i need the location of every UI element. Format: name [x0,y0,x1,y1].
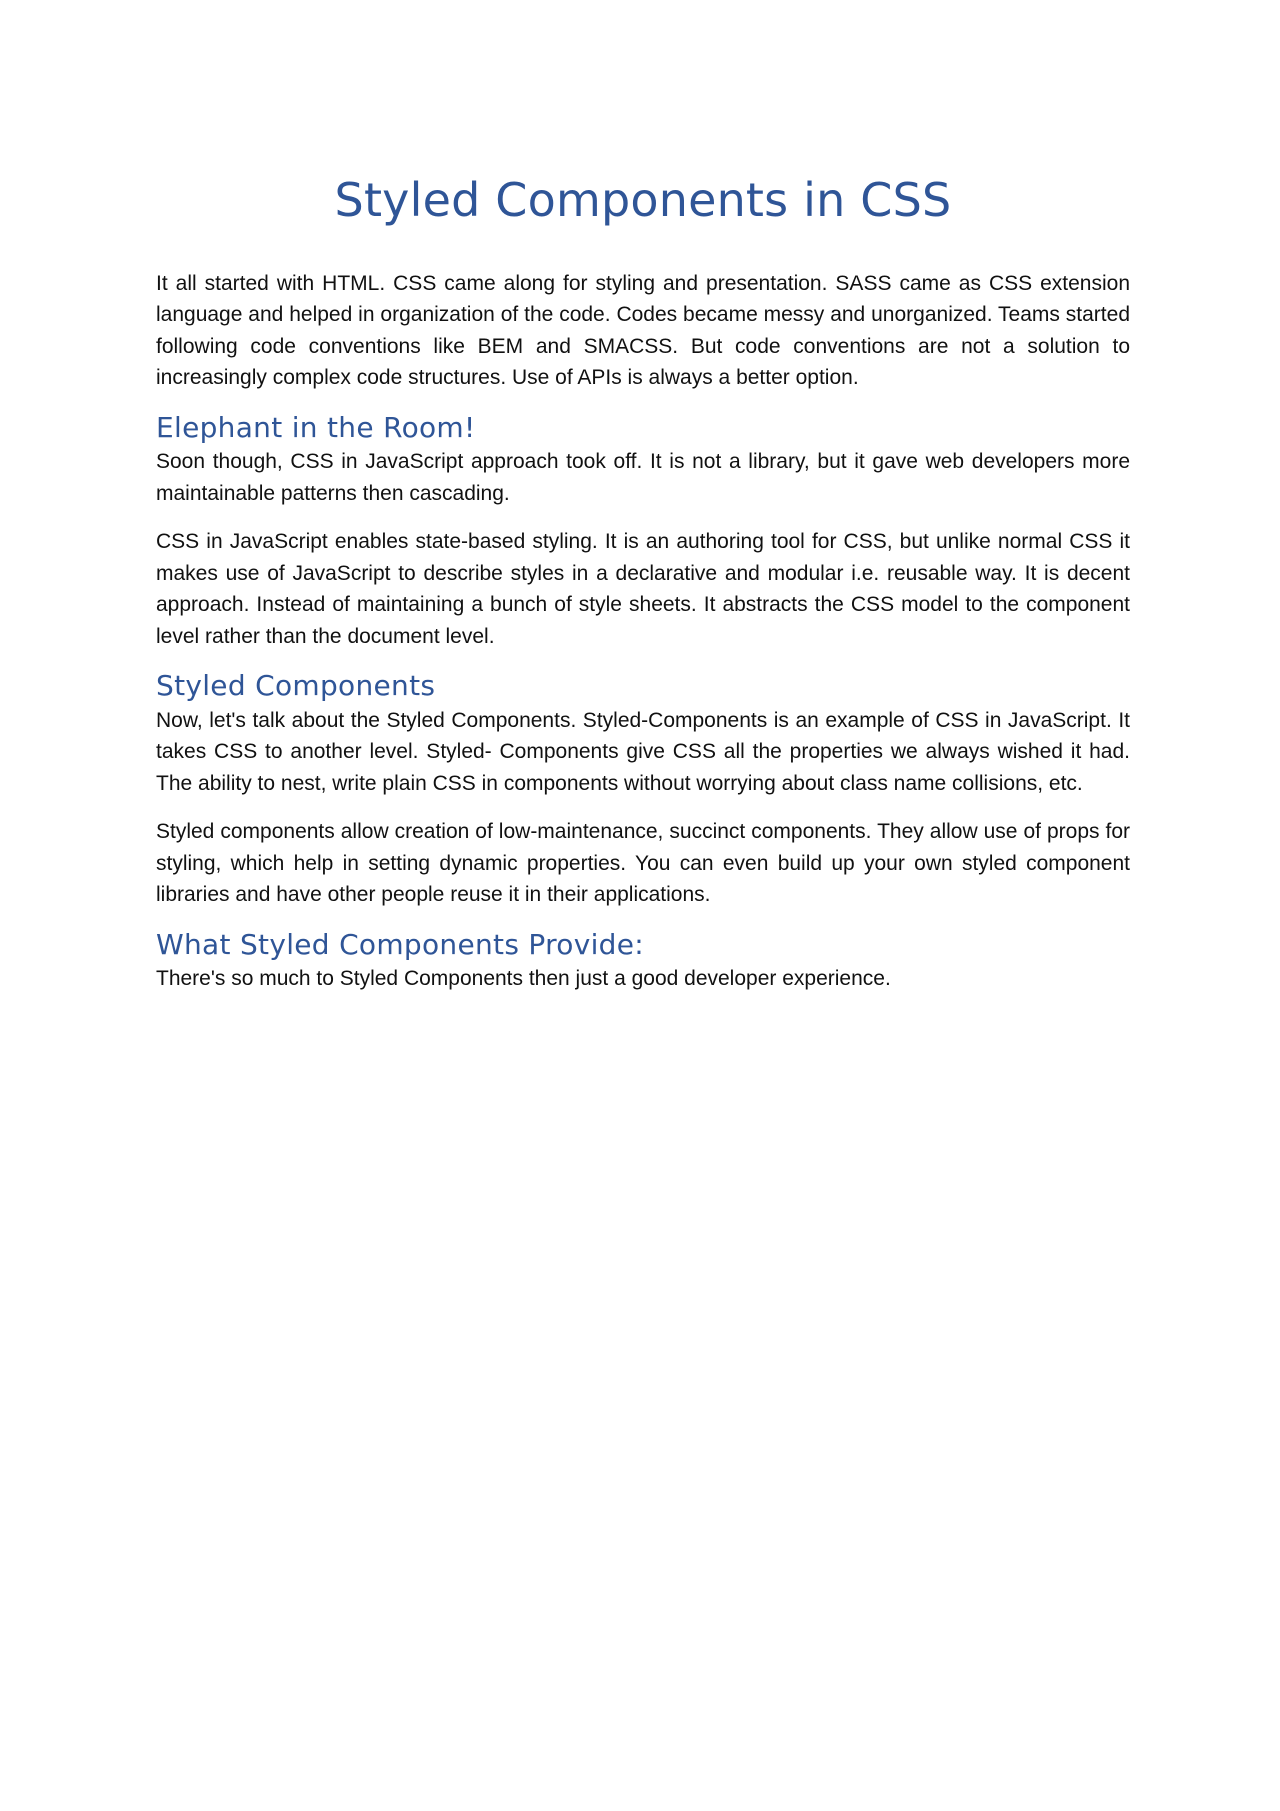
paragraph: Styled components allow creation of low-maintenance, succinct components. They allow use of props for styling, which help in setting dynamic properties. You can even build up your own styled component libraries and have other people reuse it in their applications. [156,820,1130,907]
paragraph: Now, let's talk about the Styled Components. Styled-Components is an example of CSS in JavaScript. It takes CSS to another level. Styled- Components give CSS all the properties we always wished it had. The ability to nest, write plain CSS in components without worrying about class name collisions, etc. [156,708,1130,795]
document-page [156,175,1130,1012]
paragraph: There's so much to Styled Components then just a good developer experience. [156,967,891,991]
paragraph: Soon though, CSS in JavaScript approach took off. It is not a library, but it gave web developers more maintainable patterns then cascading. [156,450,1130,505]
section-heading-elephant: Elephant in the Room! [156,410,476,444]
intro-paragraph: It all started with HTML. CSS came along for styling and presentation. SASS came as CSS extension language and helped in organization of the code. Codes became messy and unorganized. Teams started following code conventions like BEM and SMACSS. But code conventions are not a solution to increasingly complex code structures. Use of APIs is always a better option. [156,271,1130,390]
document-title: Styled Components in CSS [334,173,952,227]
paragraph: CSS in JavaScript enables state-based styling. It is an authoring tool for CSS, but unlike normal CSS it makes use of JavaScript to describe styles in a declarative and modular i.e. reusable way. It is decent approach. Instead of maintaining a bunch of style sheets. It abstracts the CSS model to the component level rather than the document level. [156,530,1130,648]
section-heading-what-provide: What Styled Components Provide: [156,927,645,961]
section-heading-styled-components: Styled Components [156,669,436,703]
